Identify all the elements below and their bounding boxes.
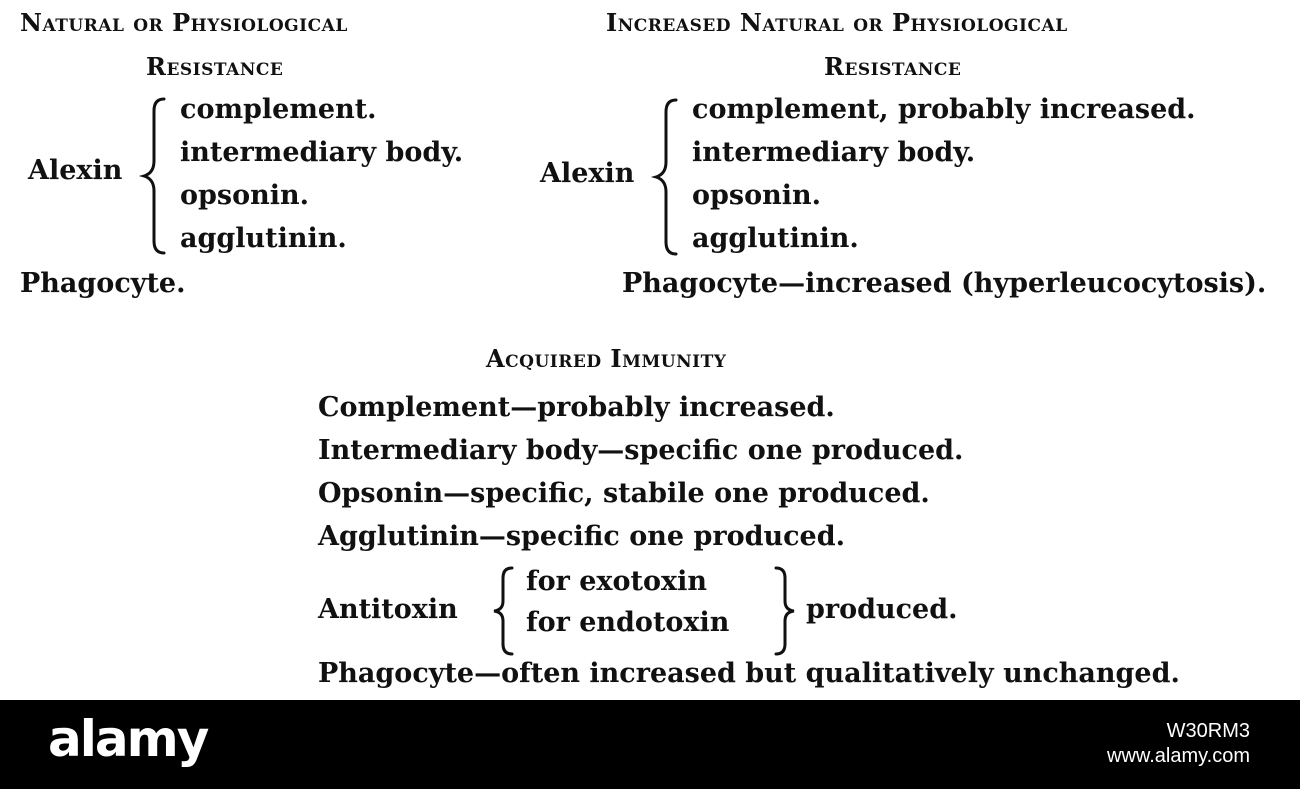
acquired-heading: Acquired Immunity — [486, 344, 727, 373]
increased-alexin-item: complement, probably increased. — [692, 94, 1196, 125]
watermark-bar — [0, 700, 1300, 789]
alamy-logo: alamy — [48, 710, 208, 768]
increased-alexin-item: agglutinin. — [692, 223, 859, 254]
increased-heading-line1: Increased Natural or Physiological — [606, 8, 1068, 37]
acquired-line: Intermediary body—specific one produced. — [318, 435, 964, 466]
increased-phagocyte: Phagocyte—increased (hyperleucocytosis). — [622, 268, 1267, 299]
antitoxin-item: for endotoxin — [526, 607, 730, 638]
antitoxin-left-brace — [490, 564, 518, 658]
natural-alexin-label: Alexin — [28, 155, 123, 186]
increased-alexin-item: opsonin. — [692, 180, 822, 211]
acquired-phagocyte: Phagocyte—often increased but qualitatively unchanged. — [318, 658, 1180, 689]
natural-alexin-item: agglutinin. — [180, 223, 347, 254]
natural-alexin-item: complement. — [180, 94, 377, 125]
acquired-line: Complement—probably increased. — [318, 392, 835, 423]
increased-heading-line2: Resistance — [824, 52, 962, 81]
acquired-line: Agglutinin—specific one produced. — [318, 521, 846, 552]
natural-alexin-item: intermediary body. — [180, 137, 464, 168]
natural-heading-line2: Resistance — [146, 52, 284, 81]
site-url: www.alamy.com — [1107, 745, 1250, 767]
increased-alexin-item: intermediary body. — [692, 137, 976, 168]
increased-alexin-label: Alexin — [540, 158, 635, 189]
image-id: W30RM3 — [1166, 720, 1250, 742]
natural-phagocyte: Phagocyte. — [20, 268, 186, 299]
increased-alexin-brace — [652, 96, 682, 258]
natural-alexin-brace — [140, 95, 170, 257]
antitoxin-result: produced. — [806, 594, 958, 625]
natural-alexin-item: opsonin. — [180, 180, 310, 211]
antitoxin-label: Antitoxin — [318, 594, 458, 625]
antitoxin-item: for exotoxin — [526, 566, 707, 597]
acquired-line: Opsonin—specific, stabile one produced. — [318, 478, 930, 509]
antitoxin-right-brace — [770, 564, 798, 658]
natural-heading-line1: Natural or Physiological — [20, 8, 348, 37]
